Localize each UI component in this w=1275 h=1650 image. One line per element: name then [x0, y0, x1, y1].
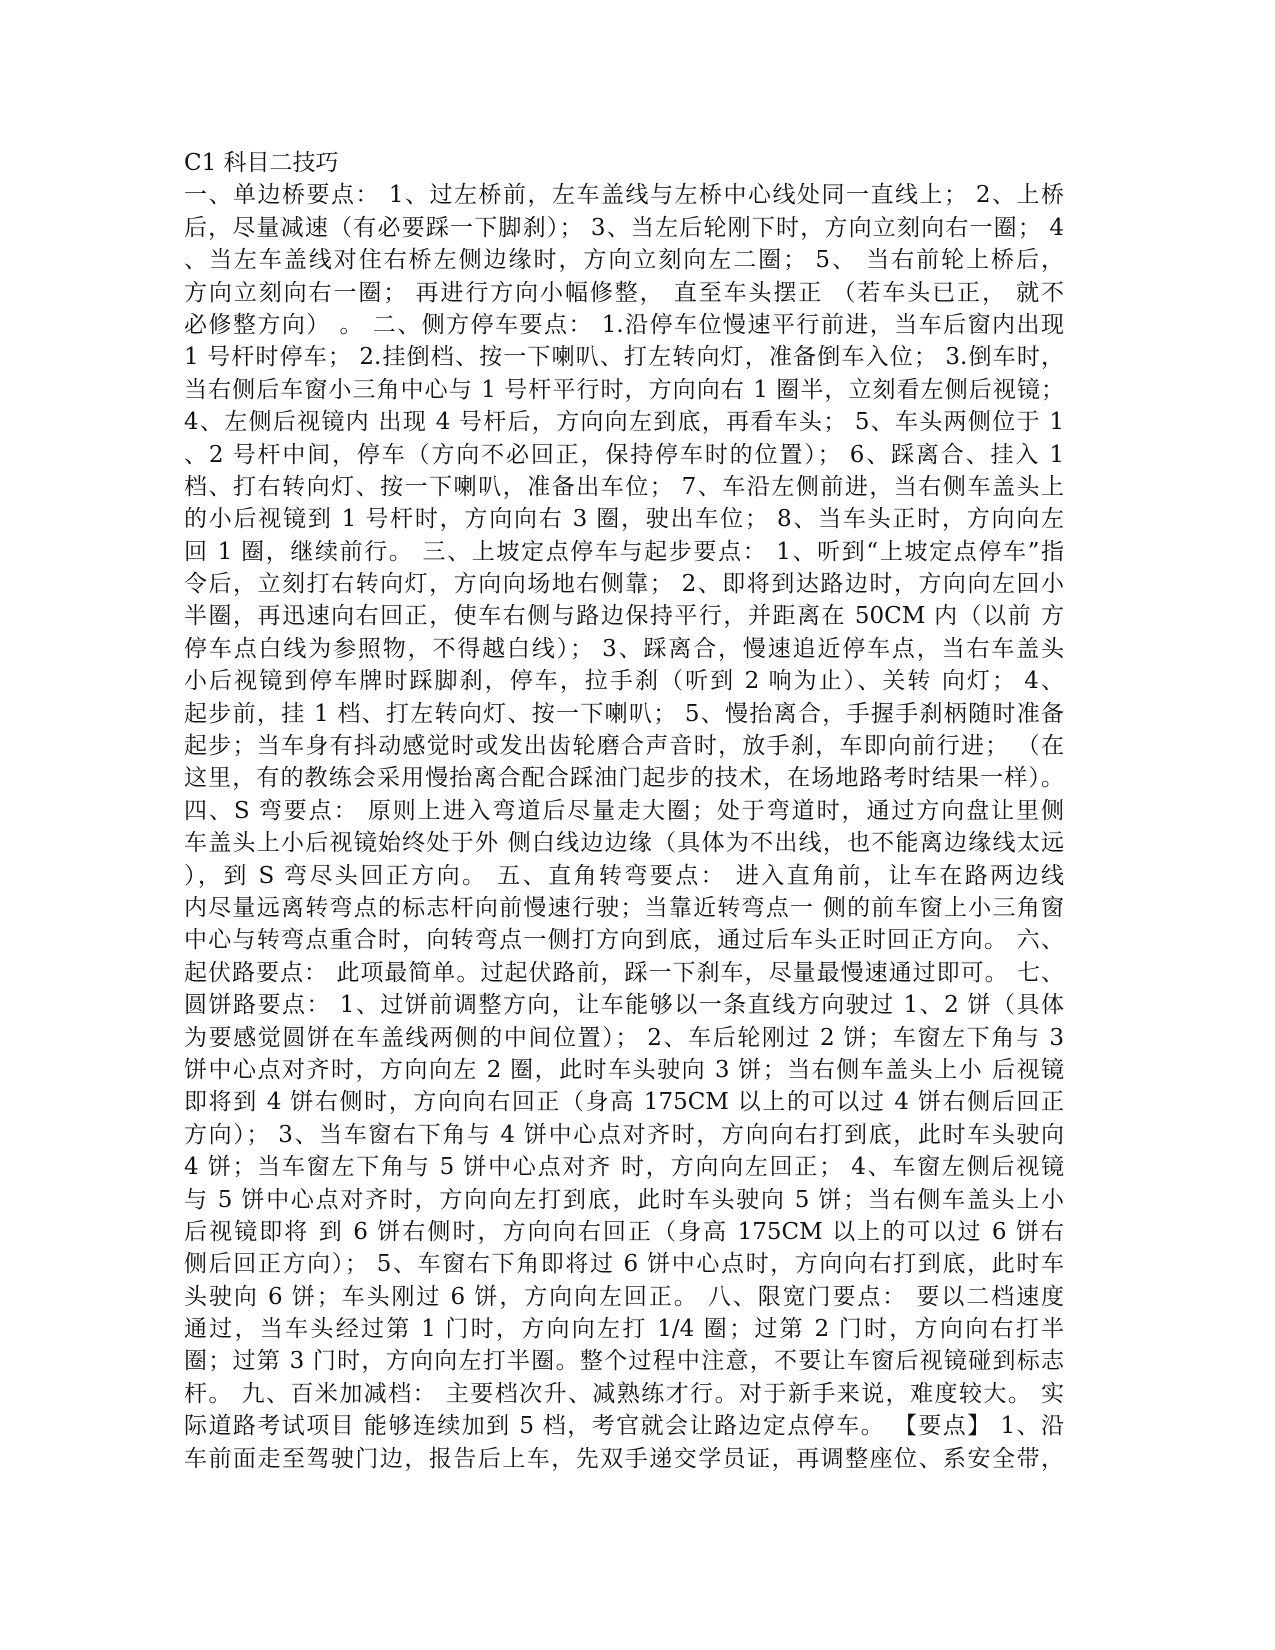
text-line: 这里，有的教练会采用慢抬离合配合踩油门起步的技术，在场地路考时结果一样）。	[184, 765, 1064, 792]
text-line: 档、打右转向灯、按一下喇叭，准备出车位； 7、车沿左侧前进，当右侧车盖头上	[184, 473, 1064, 500]
text-line: 即将到 4 饼右侧时，方向向右回正（身高 175CM 以上的可以过 4 饼右侧后回正	[184, 1089, 1064, 1116]
text-line: 方向）； 3、当车窗右下角与 4 饼中心点对齐时，方向向右打到底，此时车头驶向	[184, 1121, 1064, 1148]
text-line: 方向立刻向右一圈； 再进行方向小幅修整， 直至车头摆正 （若车头已正， 就不	[184, 279, 1064, 306]
text-line: 圆饼路要点： 1、过饼前调整方向，让车能够以一条直线方向驶过 1、2 饼（具体	[184, 992, 1064, 1019]
text-line: 际道路考试项目 能够连续加到 5 档，考官就会让路边定点停车。 【要点】 1、沿	[184, 1413, 1064, 1440]
text-line: 、2 号杆中间，停车（方向不必回正，保持停车时的位置）； 6、踩离合、挂入 1	[184, 441, 1064, 468]
text-line: 小后视镜到停车牌时踩脚刹，停车，拉手刹（听到 2 响为止）、关转 向灯； 4、	[184, 668, 1064, 695]
text-line: 通过，当车头经过第 1 门时，方向向左打 1/4 圈；过第 2 门时，方向向右打半	[184, 1316, 1064, 1343]
text-line: 1 号杆时停车； 2.挂倒档、按一下喇叭、打左转向灯，准备倒车入位； 3.倒车时，	[184, 344, 1064, 371]
text-line: 车前面走至驾驶门边，报告后上车，先双手递交学员证，再调整座位、系安全带，	[184, 1445, 1064, 1472]
text-line: 4、左侧后视镜内 出现 4 号杆后，方向向左到底，再看车头； 5、车头两侧位于 1	[184, 409, 1064, 436]
text-line: 杆。 九、百米加减档： 主要档次升、减熟练才行。对于新手来说，难度较大。 实	[184, 1380, 1064, 1407]
text-line: 饼中心点对齐时，方向向左 2 圈，此时车头驶向 3 饼；当右侧车盖头上小 后视镜	[184, 1056, 1064, 1083]
text-line: 后，尽量减速（有必要踩一下脚刹）； 3、当左后轮刚下时，方向立刻向右一圈； 4	[184, 214, 1064, 241]
text-line: 内尽量远离转弯点的标志杆向前慢速行驶；当靠近转弯点一 侧的前车窗上小三角窗	[184, 894, 1064, 921]
text-line: 令后，立刻打右转向灯，方向向场地右侧靠； 2、即将到达路边时，方向向左回小	[184, 571, 1064, 598]
text-line: 回 1 圈，继续前行。 三、上坡定点停车与起步要点： 1、听到“上坡定点停车”指	[184, 538, 1064, 565]
text-line: 4 饼；当车窗左下角与 5 饼中心点对齐 时，方向向左回正； 4、车窗左侧后视镜	[184, 1154, 1064, 1181]
text-line: 必修整方向） 。 二、侧方停车要点： 1.沿停车位慢速平行前进，当车后窗内出现	[184, 311, 1064, 338]
text-line: 侧后回正方向）； 5、车窗右下角即将过 6 饼中心点时，方向向右打到底，此时车	[184, 1251, 1064, 1278]
text-line: 后视镜即将 到 6 饼右侧时，方向向右回正（身高 175CM 以上的可以过 6 饼右	[184, 1218, 1064, 1245]
text-line: 半圈，再迅速向右回正，使车右侧与路边保持平行，并距离在 50CM 内（以前 方	[184, 603, 1064, 630]
text-line: 停车点白线为参照物，不得越白线）； 3、踩离合，慢速追近停车点，当右车盖头	[184, 635, 1064, 662]
document-title: C1 科目二技巧	[184, 150, 339, 176]
text-line: 中心与转弯点重合时，向转弯点一侧打方向到底，通过后车头正时回正方向。 六、	[184, 927, 1064, 954]
text-line: 车盖头上小后视镜始终处于外 侧白线边边缘（具体为不出线，也不能离边缘线太远	[184, 830, 1064, 857]
text-line: 为要感觉圆饼在车盖线两侧的中间位置）； 2、车后轮刚过 2 饼；车窗左下角与 3	[184, 1024, 1064, 1051]
text-line: 的小后视镜到 1 号杆时，方向向右 3 圈，驶出车位； 8、当车头正时，方向向左	[184, 506, 1064, 533]
text-line: 起伏路要点： 此项最简单。过起伏路前，踩一下刹车，尽量最慢速通过即可。 七、	[184, 959, 1064, 986]
text-line: 起步；当车身有抖动感觉时或发出齿轮磨合声音时，放手刹，车即向前行进； （在	[184, 733, 1064, 760]
text-line: 圈；过第 3 门时，方向向左打半圈。整个过程中注意，不要让车窗后视镜碰到标志	[184, 1348, 1064, 1375]
text-line: 与 5 饼中心点对齐时，方向向左打到底，此时车头驶向 5 饼；当右侧车盖头上小	[184, 1186, 1064, 1213]
text-line: 当右侧后车窗小三角中心与 1 号杆平行时，方向向右 1 圈半，立刻看左侧后视镜；	[184, 376, 1064, 403]
text-line: 四、S 弯要点： 原则上进入弯道后尽量走大圈；处于弯道时，通过方向盘让里侧	[184, 797, 1064, 824]
document-body	[184, 147, 1064, 1475]
text-line: 、当左车盖线对住右桥左侧边缘时，方向立刻向左二圈； 5、 当右前轮上桥后，	[184, 247, 1064, 274]
text-line: ），到 S 弯尽头回正方向。 五、直角转弯要点： 进入直角前，让车在路两边线	[184, 862, 1064, 889]
text-line: 头驶向 6 饼；车头刚过 6 饼，方向向左回正。 八、限宽门要点： 要以二档速度	[184, 1283, 1064, 1310]
text-line: 起步前，挂 1 档、打左转向灯、按一下喇叭； 5、慢抬离合，手握手刹柄随时准备	[184, 700, 1064, 727]
text-line: 一、单边桥要点： 1、过左桥前，左车盖线与左桥中心线处同一直线上； 2、上桥	[184, 182, 1064, 209]
